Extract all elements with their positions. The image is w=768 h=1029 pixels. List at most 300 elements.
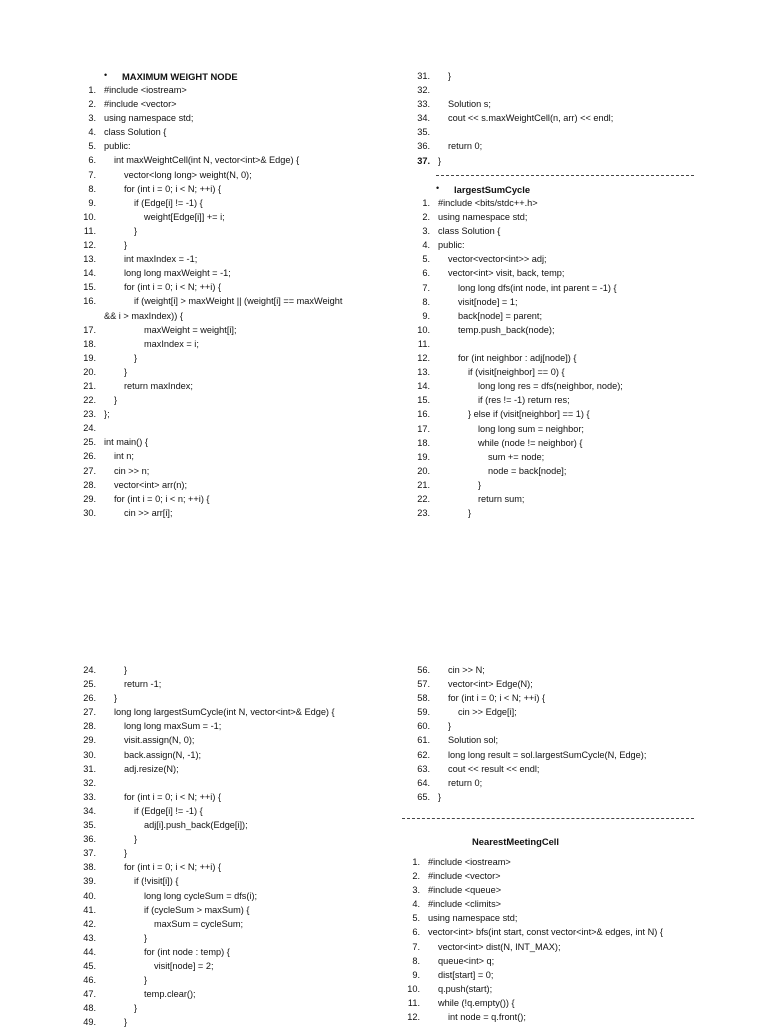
line-number: 9. <box>412 969 420 980</box>
line-number: 10. <box>417 324 430 335</box>
line-number: 12. <box>407 1012 420 1023</box>
code-line <box>408 677 708 691</box>
code-line <box>398 954 728 968</box>
line-number: 64. <box>417 777 430 788</box>
code-line <box>74 224 374 238</box>
code-line <box>74 379 374 393</box>
code-text: } <box>124 240 128 251</box>
code-text: } <box>134 225 138 236</box>
code-text: for (int i = 0; i < N; ++i) { <box>124 183 222 194</box>
bullet-max-weight-node: • <box>104 70 108 80</box>
line-number: 5. <box>88 141 96 152</box>
code-text: back[node] = parent; <box>458 310 543 321</box>
code-line <box>74 790 384 804</box>
code-text: for (int i = 0; i < N; ++i) { <box>448 693 546 704</box>
line-number: 23. <box>83 409 96 420</box>
code-text: cin >> N; <box>448 665 485 675</box>
line-number: 23. <box>417 508 430 519</box>
line-number: 1. <box>88 85 96 95</box>
code-text: weight[Edge[i]] += i; <box>144 211 225 222</box>
code-text: while (node != neighbor) { <box>478 437 583 448</box>
code-line <box>74 719 384 733</box>
code-text: if (weight[i] > maxWeight || (weight[i] == maxWeight <box>134 296 343 307</box>
line-number: 11. <box>417 338 430 349</box>
code-text: } <box>134 1003 138 1014</box>
code-line <box>408 492 708 506</box>
line-number: 56. <box>417 665 430 675</box>
code-text: vector<int> visit, back, temp; <box>448 268 565 279</box>
line-number: 22. <box>83 395 96 406</box>
code-line <box>398 996 728 1010</box>
code-text: maxSum = cycleSum; <box>154 918 244 929</box>
code-line <box>398 925 728 939</box>
line-number: 28. <box>83 721 96 732</box>
code-text: #include <climits> <box>428 899 502 910</box>
code-line <box>74 266 374 280</box>
code-text: int n; <box>114 451 134 462</box>
code-line <box>74 323 374 337</box>
code-line <box>74 917 384 931</box>
code-line <box>74 97 374 111</box>
line-number: 29. <box>83 735 96 746</box>
line-number: 43. <box>83 932 96 943</box>
code-line <box>408 351 708 365</box>
line-number: 34. <box>417 113 430 124</box>
code-line <box>408 238 708 252</box>
code-line <box>408 776 708 790</box>
code-text: } <box>124 848 128 859</box>
code-line <box>398 897 728 911</box>
line-number: 32. <box>417 85 430 96</box>
code-line <box>74 874 384 888</box>
line-number: 26. <box>83 451 96 462</box>
code-line <box>74 987 384 1001</box>
heading-nearest-meeting-cell: NearestMeetingCell <box>472 836 560 847</box>
code-text: #include <iostream> <box>104 85 187 95</box>
code-text: } <box>144 975 148 986</box>
line-number: 37. <box>417 155 430 166</box>
code-text: visit.assign(N, 0); <box>124 735 195 746</box>
code-block-largest-sum-cycle-page2-right <box>408 663 708 804</box>
code-text: int maxWeightCell(int N, vector<int>& Edge) { <box>114 155 300 166</box>
line-number: 59. <box>417 707 430 718</box>
line-number: 21. <box>417 479 430 490</box>
line-number: 31. <box>417 71 430 81</box>
code-text: cin >> Edge[i]; <box>458 707 517 718</box>
line-number: 8. <box>422 296 430 307</box>
code-line <box>74 435 374 449</box>
line-number: 7. <box>88 169 96 180</box>
code-line <box>74 776 384 790</box>
code-line <box>408 478 708 492</box>
code-text: public: <box>438 240 465 251</box>
code-line <box>74 182 374 196</box>
code-text: } <box>468 508 472 519</box>
code-line <box>74 1001 384 1015</box>
line-number: 9. <box>422 310 430 321</box>
code-text: return sum; <box>478 493 525 504</box>
code-line <box>398 883 728 897</box>
code-text: cout << s.maxWeightCell(n, arr) << endl; <box>448 113 614 124</box>
line-number: 20. <box>83 366 96 377</box>
line-number: 25. <box>83 437 96 448</box>
code-line <box>74 407 374 421</box>
code-text: } <box>448 721 452 732</box>
line-number: 34. <box>83 805 96 816</box>
code-line <box>74 449 374 463</box>
line-number: 9. <box>88 197 96 208</box>
line-number: 25. <box>83 679 96 690</box>
code-line <box>398 968 728 982</box>
line-number: 63. <box>417 763 430 774</box>
code-line <box>408 407 708 421</box>
code-line <box>74 931 384 945</box>
line-number: 8. <box>88 183 96 194</box>
line-number: 46. <box>83 975 96 986</box>
code-line <box>74 691 384 705</box>
code-line <box>408 139 708 153</box>
line-number: 7. <box>422 282 430 293</box>
code-text: #include <bits/stdc++.h> <box>438 198 538 208</box>
code-line <box>74 903 384 917</box>
code-text: using namespace std; <box>428 913 518 924</box>
code-text: } <box>124 1017 128 1028</box>
code-text: long long largestSumCycle(int N, vector<int>& Edge) { <box>114 707 335 718</box>
code-text: int main() { <box>104 437 148 448</box>
line-number: 36. <box>83 834 96 845</box>
line-number: 16. <box>417 409 430 420</box>
line-number: 42. <box>83 918 96 929</box>
code-text: for (int i = 0; i < N; ++i) { <box>124 791 222 802</box>
line-number: 12. <box>83 240 96 251</box>
code-line <box>74 153 374 167</box>
line-number: 24. <box>83 665 96 675</box>
code-text: Solution sol; <box>448 735 499 746</box>
line-number: 3. <box>412 885 420 896</box>
code-line <box>74 196 374 210</box>
line-number: 4. <box>412 899 420 910</box>
line-number: 15. <box>417 395 430 406</box>
line-number: 27. <box>83 707 96 718</box>
line-number: 47. <box>83 989 96 1000</box>
code-line <box>398 982 728 996</box>
code-text: if (cycleSum > maxSum) { <box>144 904 250 915</box>
code-block-largest-sum-cycle-page2-left <box>74 663 384 1029</box>
code-text: public: <box>104 141 131 152</box>
code-text: visit[node] = 1; <box>458 296 518 307</box>
code-text: } <box>134 834 138 845</box>
code-line <box>408 224 708 238</box>
code-text: cout << result << endl; <box>448 763 540 774</box>
code-line <box>74 478 374 492</box>
code-line <box>74 663 384 677</box>
code-text: } <box>124 366 128 377</box>
code-line <box>398 911 728 925</box>
code-line <box>408 422 708 436</box>
code-block-max-weight-node <box>74 83 374 520</box>
code-line <box>74 421 374 435</box>
code-line <box>74 677 384 691</box>
code-line <box>408 111 708 125</box>
line-number: 14. <box>83 268 96 279</box>
code-text: if (Edge[i] != -1) { <box>134 805 203 816</box>
code-line <box>408 69 708 83</box>
line-number: 11. <box>407 997 420 1008</box>
code-text: vector<int> arr(n); <box>114 479 188 490</box>
code-text: q.push(start); <box>438 983 493 994</box>
code-text: } <box>114 395 118 406</box>
code-text: long long maxWeight = -1; <box>124 268 231 279</box>
code-text: using namespace std; <box>438 212 528 223</box>
code-line <box>408 464 708 478</box>
line-number: 1. <box>412 857 420 867</box>
code-line <box>74 889 384 903</box>
code-line <box>74 846 384 860</box>
line-number: 26. <box>83 693 96 704</box>
code-line <box>408 365 708 379</box>
code-line <box>408 450 708 464</box>
code-line <box>74 1015 384 1029</box>
code-text: #include <queue> <box>428 885 502 896</box>
code-line <box>398 855 728 869</box>
code-line <box>408 83 708 97</box>
code-text: temp.push_back(node); <box>458 324 555 335</box>
code-text: vector<int> bfs(int start, const vector<int>& edges, int N) { <box>428 927 663 938</box>
code-text: class Solution { <box>438 226 501 237</box>
code-line <box>398 940 728 954</box>
code-text: queue<int> q; <box>438 955 495 966</box>
line-number: 2. <box>422 212 430 223</box>
code-line <box>74 83 374 97</box>
code-line <box>408 663 708 677</box>
code-text: adj[i].push_back(Edge[i]); <box>144 820 248 831</box>
code-line <box>74 464 374 478</box>
line-number: 12. <box>417 353 430 364</box>
code-text: #include <vector> <box>428 871 501 882</box>
code-line <box>408 506 708 520</box>
line-number: 61. <box>417 735 430 746</box>
line-number: 4. <box>422 240 430 251</box>
code-text: int maxIndex = -1; <box>124 254 198 265</box>
line-number: 38. <box>83 862 96 873</box>
code-text: #include <vector> <box>104 99 177 110</box>
code-text: long long res = dfs(neighbor, node); <box>478 381 623 392</box>
line-number: 35. <box>417 127 430 138</box>
code-text: for (int i = 0; i < N; ++i) { <box>124 282 222 293</box>
code-text: long long cycleSum = dfs(i); <box>144 890 258 901</box>
code-text: return 0; <box>448 141 483 152</box>
code-text: cin >> arr[i]; <box>124 507 173 518</box>
code-text: maxWeight = weight[i]; <box>144 324 237 335</box>
line-number: 6. <box>88 155 96 166</box>
line-number: 10. <box>407 983 420 994</box>
code-text: vector<int> dist(N, INT_MAX); <box>438 941 561 952</box>
code-text: maxIndex = i; <box>144 338 199 349</box>
code-line <box>74 748 384 762</box>
code-text: using namespace std; <box>104 113 194 124</box>
code-line <box>74 959 384 973</box>
line-number: 30. <box>83 749 96 760</box>
line-number: 32. <box>83 777 96 788</box>
line-number: 11. <box>83 225 96 236</box>
code-line <box>408 337 708 351</box>
code-line <box>74 860 384 874</box>
code-block-max-weight-node-continued <box>408 69 708 168</box>
code-line <box>74 393 374 407</box>
line-number: 48. <box>83 1003 96 1014</box>
code-text: dist[start] = 0; <box>438 969 494 980</box>
code-line <box>408 748 708 762</box>
line-number: 31. <box>83 763 96 774</box>
code-line <box>74 804 384 818</box>
code-text: cin >> n; <box>114 465 150 476</box>
code-line <box>408 719 708 733</box>
heading-max-weight-node: MAXIMUM WEIGHT NODE <box>122 71 238 82</box>
code-line <box>74 252 374 266</box>
line-number: 1. <box>422 198 430 208</box>
code-line <box>74 973 384 987</box>
code-text: vector<int> Edge(N); <box>448 679 533 690</box>
code-text: } <box>438 791 442 802</box>
code-text: Solution s; <box>448 99 491 110</box>
code-text: } <box>124 665 128 675</box>
line-number: 24. <box>83 423 96 434</box>
line-number: 5. <box>422 254 430 265</box>
code-text: } <box>144 932 148 943</box>
code-line <box>74 294 374 308</box>
line-number: 13. <box>83 254 96 265</box>
line-number: 19. <box>417 451 430 462</box>
line-number: 57. <box>417 679 430 690</box>
code-text: vector<long long> weight(N, 0); <box>124 169 252 180</box>
code-line <box>408 281 708 295</box>
code-text: class Solution { <box>104 127 167 138</box>
code-text: long long sum = neighbor; <box>478 423 584 434</box>
code-text: for (int i = 0; i < N; ++i) { <box>124 862 222 873</box>
section-divider <box>436 175 694 176</box>
code-line <box>408 210 708 224</box>
code-text: long long maxSum = -1; <box>124 721 222 732</box>
code-text: for (int neighbor : adj[node]) { <box>458 353 577 364</box>
line-number: 44. <box>83 946 96 957</box>
line-number: 19. <box>83 352 96 363</box>
line-number: 33. <box>417 99 430 110</box>
line-number: 20. <box>417 465 430 476</box>
code-line <box>74 210 374 224</box>
line-number: 62. <box>417 749 430 760</box>
code-line <box>74 945 384 959</box>
line-number: 8. <box>412 955 420 966</box>
line-number: 35. <box>83 820 96 831</box>
code-line <box>74 337 374 351</box>
line-number: 2. <box>88 99 96 110</box>
code-text: node = back[node]; <box>488 465 567 476</box>
code-line <box>74 506 374 520</box>
line-number: 33. <box>83 791 96 802</box>
code-line <box>408 252 708 266</box>
code-line <box>74 351 374 365</box>
line-number: 28. <box>83 479 96 490</box>
line-number: 15. <box>83 282 96 293</box>
line-number: 16. <box>83 296 96 307</box>
line-number: 2. <box>412 871 420 882</box>
code-line <box>408 379 708 393</box>
code-block-nearest-meeting-cell <box>398 855 728 1024</box>
code-line <box>408 733 708 747</box>
line-number: 22. <box>417 493 430 504</box>
code-text: return -1; <box>124 679 162 690</box>
code-text: return maxIndex; <box>124 380 193 391</box>
line-number: 36. <box>417 141 430 152</box>
code-text: }; <box>104 409 110 420</box>
code-line <box>408 790 708 804</box>
code-line <box>74 492 374 506</box>
line-number: 17. <box>83 324 96 335</box>
code-line <box>74 818 384 832</box>
code-line <box>408 309 708 323</box>
code-text: if (res != -1) return res; <box>478 395 570 406</box>
code-line <box>408 295 708 309</box>
code-line <box>408 705 708 719</box>
line-number: 3. <box>422 226 430 237</box>
code-line <box>398 869 728 883</box>
code-line <box>74 139 374 153</box>
line-number: 60. <box>417 721 430 732</box>
line-number: 13. <box>417 367 430 378</box>
code-line <box>408 266 708 280</box>
line-number: 30. <box>83 507 96 518</box>
line-number: 37. <box>83 848 96 859</box>
line-number: 49. <box>83 1017 96 1028</box>
line-number: 4. <box>88 127 96 138</box>
code-line <box>408 196 708 210</box>
code-line <box>74 238 374 252</box>
code-text: for (int i = 0; i < n; ++i) { <box>114 493 210 504</box>
code-line <box>74 280 374 294</box>
line-number: 39. <box>83 876 96 887</box>
code-line <box>74 705 384 719</box>
code-line <box>408 691 708 705</box>
code-text: } <box>438 155 442 166</box>
line-number: 3. <box>88 113 96 124</box>
code-text: int node = q.front(); <box>448 1012 526 1023</box>
code-line <box>74 111 374 125</box>
line-number: 6. <box>412 927 420 938</box>
line-number: 17. <box>417 423 430 434</box>
heading-largest-sum-cycle: largestSumCycle <box>454 184 531 195</box>
line-number: 5. <box>412 913 420 924</box>
code-text: while (!q.empty()) { <box>438 997 515 1008</box>
code-text: } <box>114 693 118 704</box>
code-text: } else if (visit[neighbor] == 1) { <box>468 409 590 420</box>
code-text: if (Edge[i] != -1) { <box>134 197 203 208</box>
code-text: #include <iostream> <box>428 857 511 867</box>
code-text: } <box>448 71 452 81</box>
code-text: if (!visit[i]) { <box>134 876 179 887</box>
code-line <box>408 154 708 168</box>
line-number: 58. <box>417 693 430 704</box>
line-number: 6. <box>422 268 430 279</box>
code-line <box>408 125 708 139</box>
code-text: && i > maxIndex)) { <box>104 310 183 321</box>
code-line <box>74 125 374 139</box>
section-divider-2 <box>402 818 694 819</box>
code-line <box>408 97 708 111</box>
line-number: 21. <box>83 380 96 391</box>
line-number: 18. <box>83 338 96 349</box>
code-text: visit[node] = 2; <box>154 960 214 971</box>
code-text: vector<vector<int>> adj; <box>448 254 547 265</box>
